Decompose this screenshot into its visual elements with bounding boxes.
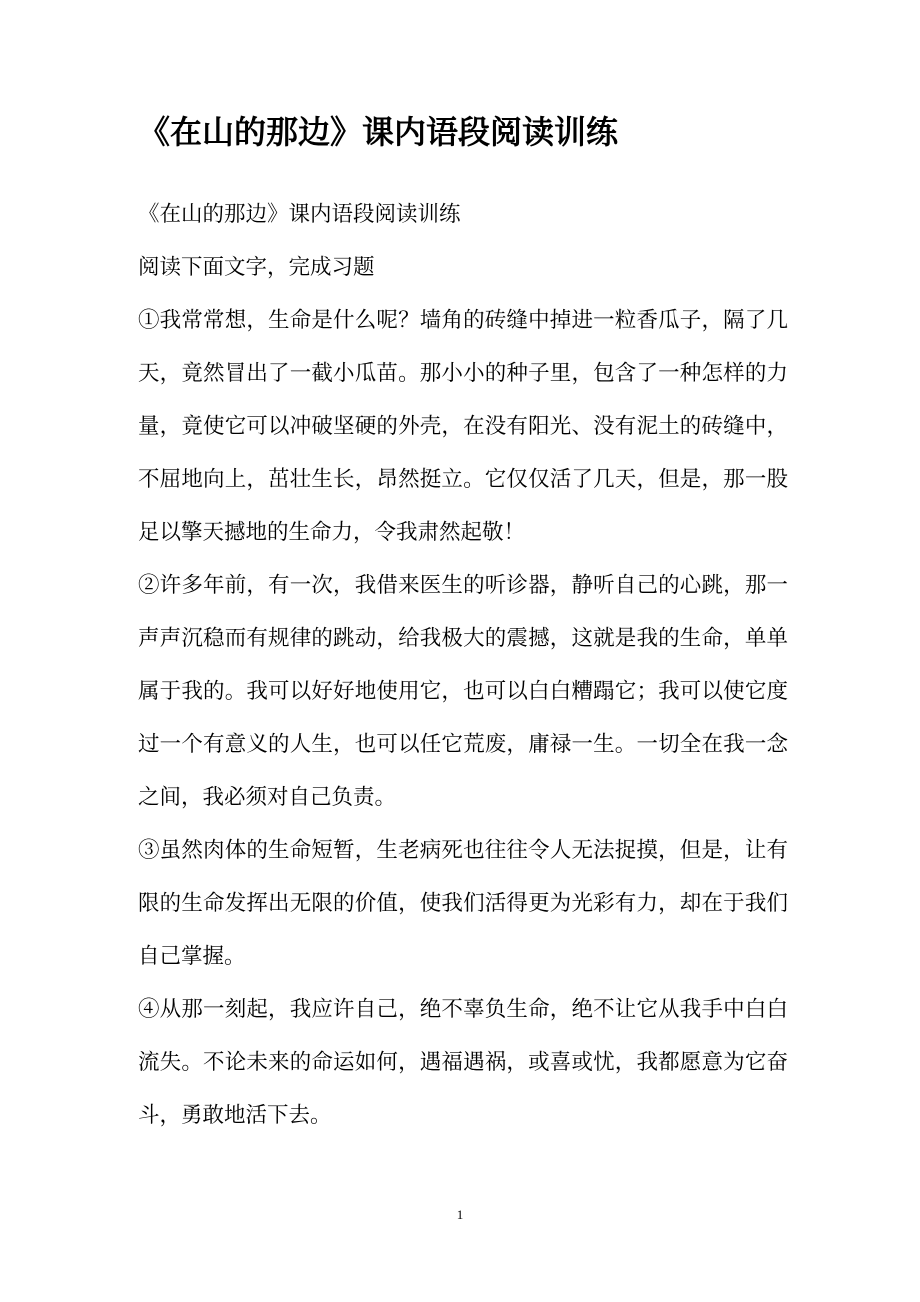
paragraph-4: ④从那一刻起，我应许自己，绝不辜负生命，绝不让它从我手中白白流失。不论未来的命运如何，遇福遇祸，或喜或忧，我都愿意为它奋斗，勇敢地活下去。: [138, 997, 788, 1128]
page-number: 1: [456, 1207, 464, 1222]
paragraph-3: ③虽然肉体的生命短暂，生老病死也往往令人无法捉摸，但是，让有限的生命发挥出无限的价值，使我们活得更为光彩有力，却在于我们自己掌握。: [138, 838, 788, 969]
paragraph-1: ①我常常想，生命是什么呢？墙角的砖缝中掉进一粒香瓜子，隔了几天，竟然冒出了一截小瓜苗。那小小的种子里，包含了一种怎样的力量，竟使它可以冲破坚硬的外壳，在没有阳光、没有泥土的砖缝中，不屈地向上，茁壮生长，昂然挺立。它仅仅活了几天，但是，那一股足以擎天撼地的生命力，令我肃然起敬！: [138, 308, 788, 545]
document-body: [138, 188, 788, 1142]
paragraph-2: ②许多年前，有一次，我借来医生的听诊器，静听自己的心跳，那一声声沉稳而有规律的跳动，给我极大的震撼，这就是我的生命，单单属于我的。我可以好好地使用它，也可以白白糟蹋它；我可以使它度过一个有意义的人生，也可以任它荒废，庸禄一生。一切全在我一念之间，我必须对自己负责。: [138, 573, 788, 810]
subtitle-line: 《在山的那边》课内语段阅读训练: [138, 202, 461, 227]
document-title: 《在山的那边》课内语段阅读训练: [138, 113, 619, 151]
instruction-line: 阅读下面文字，完成习题: [138, 255, 375, 280]
